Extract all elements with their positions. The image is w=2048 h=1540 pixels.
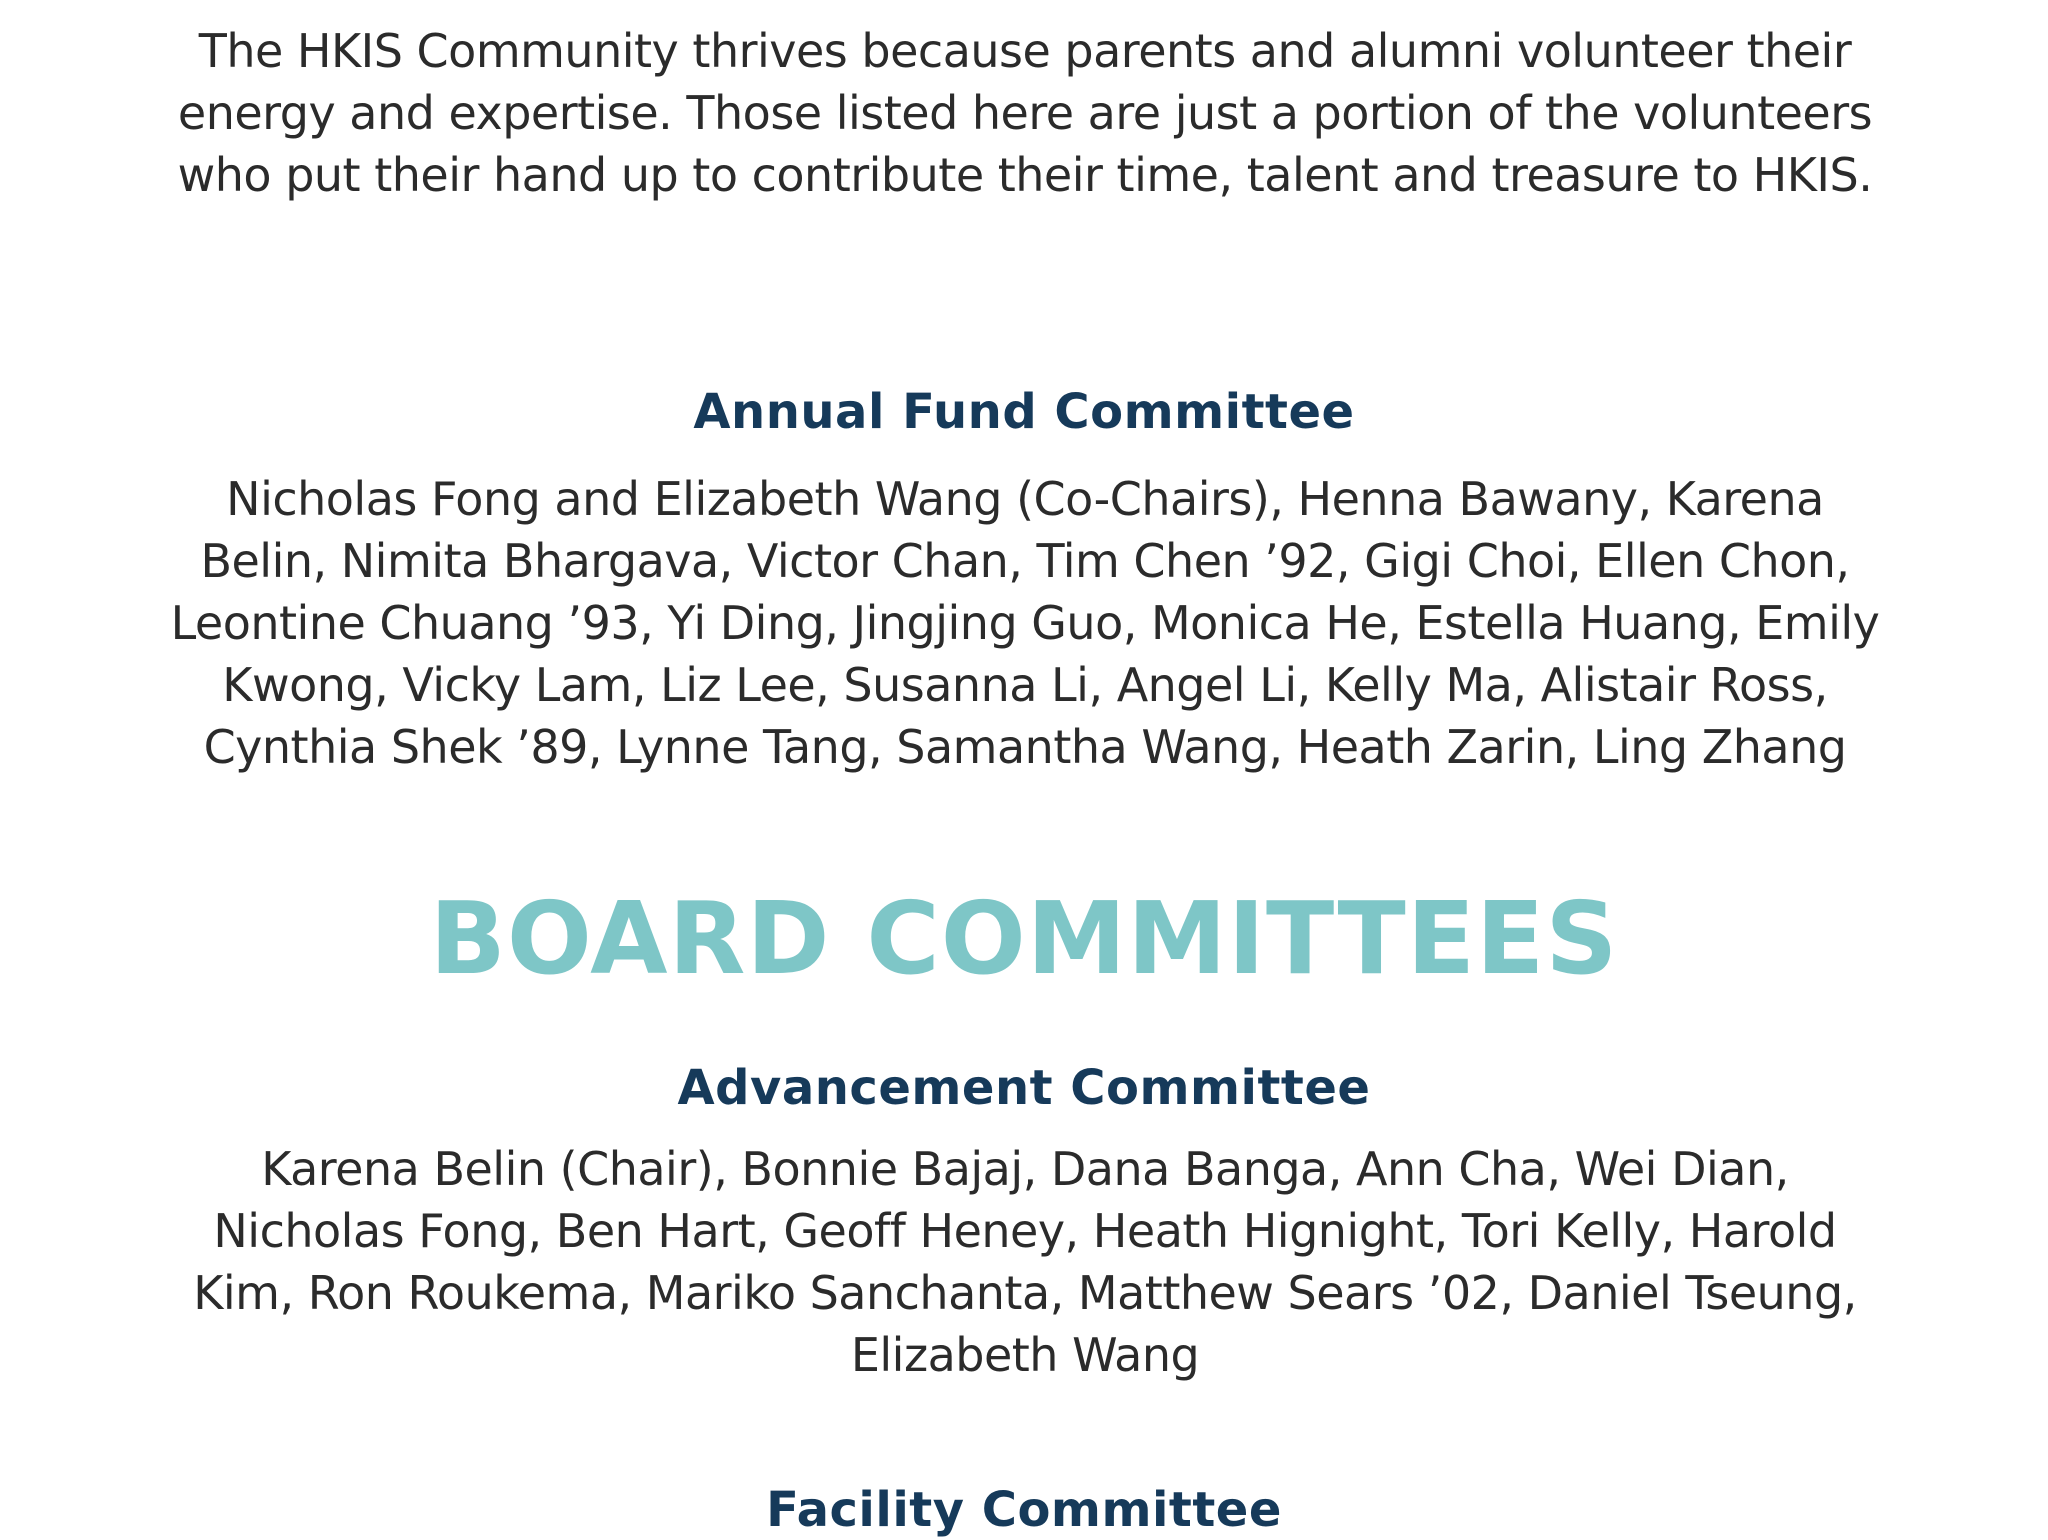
board-committees-title: BOARD COMMITTEES bbox=[429, 880, 1619, 997]
annual-fund-committee-heading: Annual Fund Committee bbox=[693, 384, 1355, 440]
advancement-committee-members: Karena Belin (Chair), Bonnie Bajaj, Dana Banga, Ann Cha, Wei Dian, Nicholas Fong, Ben Hart, Geoff Heney, Heath Hignight, Tori Kelly, Harold Kim, Ron Roukema, Mariko Sanchanta, Matthew Sears ’02, Daniel Tseung, Elizabeth Wang bbox=[193, 1142, 1857, 1382]
facility-committee-heading: Facility Committee bbox=[766, 1482, 1282, 1538]
intro-paragraph: The HKIS Community thrives because parents and alumni volunteer their energy and expertise. Those listed here are just a portion of the volunteers who put their hand up to contribute their time, talent and treasure to HKIS. bbox=[177, 24, 1873, 202]
annual-fund-committee-members: Nicholas Fong and Elizabeth Wang (Co-Chairs), Henna Bawany, Karena Belin, Nimita Bhargava, Victor Chan, Tim Chen ’92, Gigi Choi, Ellen Chon, Leontine Chuang ’93, Yi Ding, Jingjing Guo, Monica He, Estella Huang, Emily Kwong, Vicky Lam, Liz Lee, Susanna Li, Angel Li, Kelly Ma, Alistair Ross, Cynthia Shek ’89, Lynne Tang, Samantha Wang, Heath Zarin, Ling Zhang bbox=[170, 472, 1880, 774]
advancement-committee-heading: Advancement Committee bbox=[677, 1060, 1371, 1116]
